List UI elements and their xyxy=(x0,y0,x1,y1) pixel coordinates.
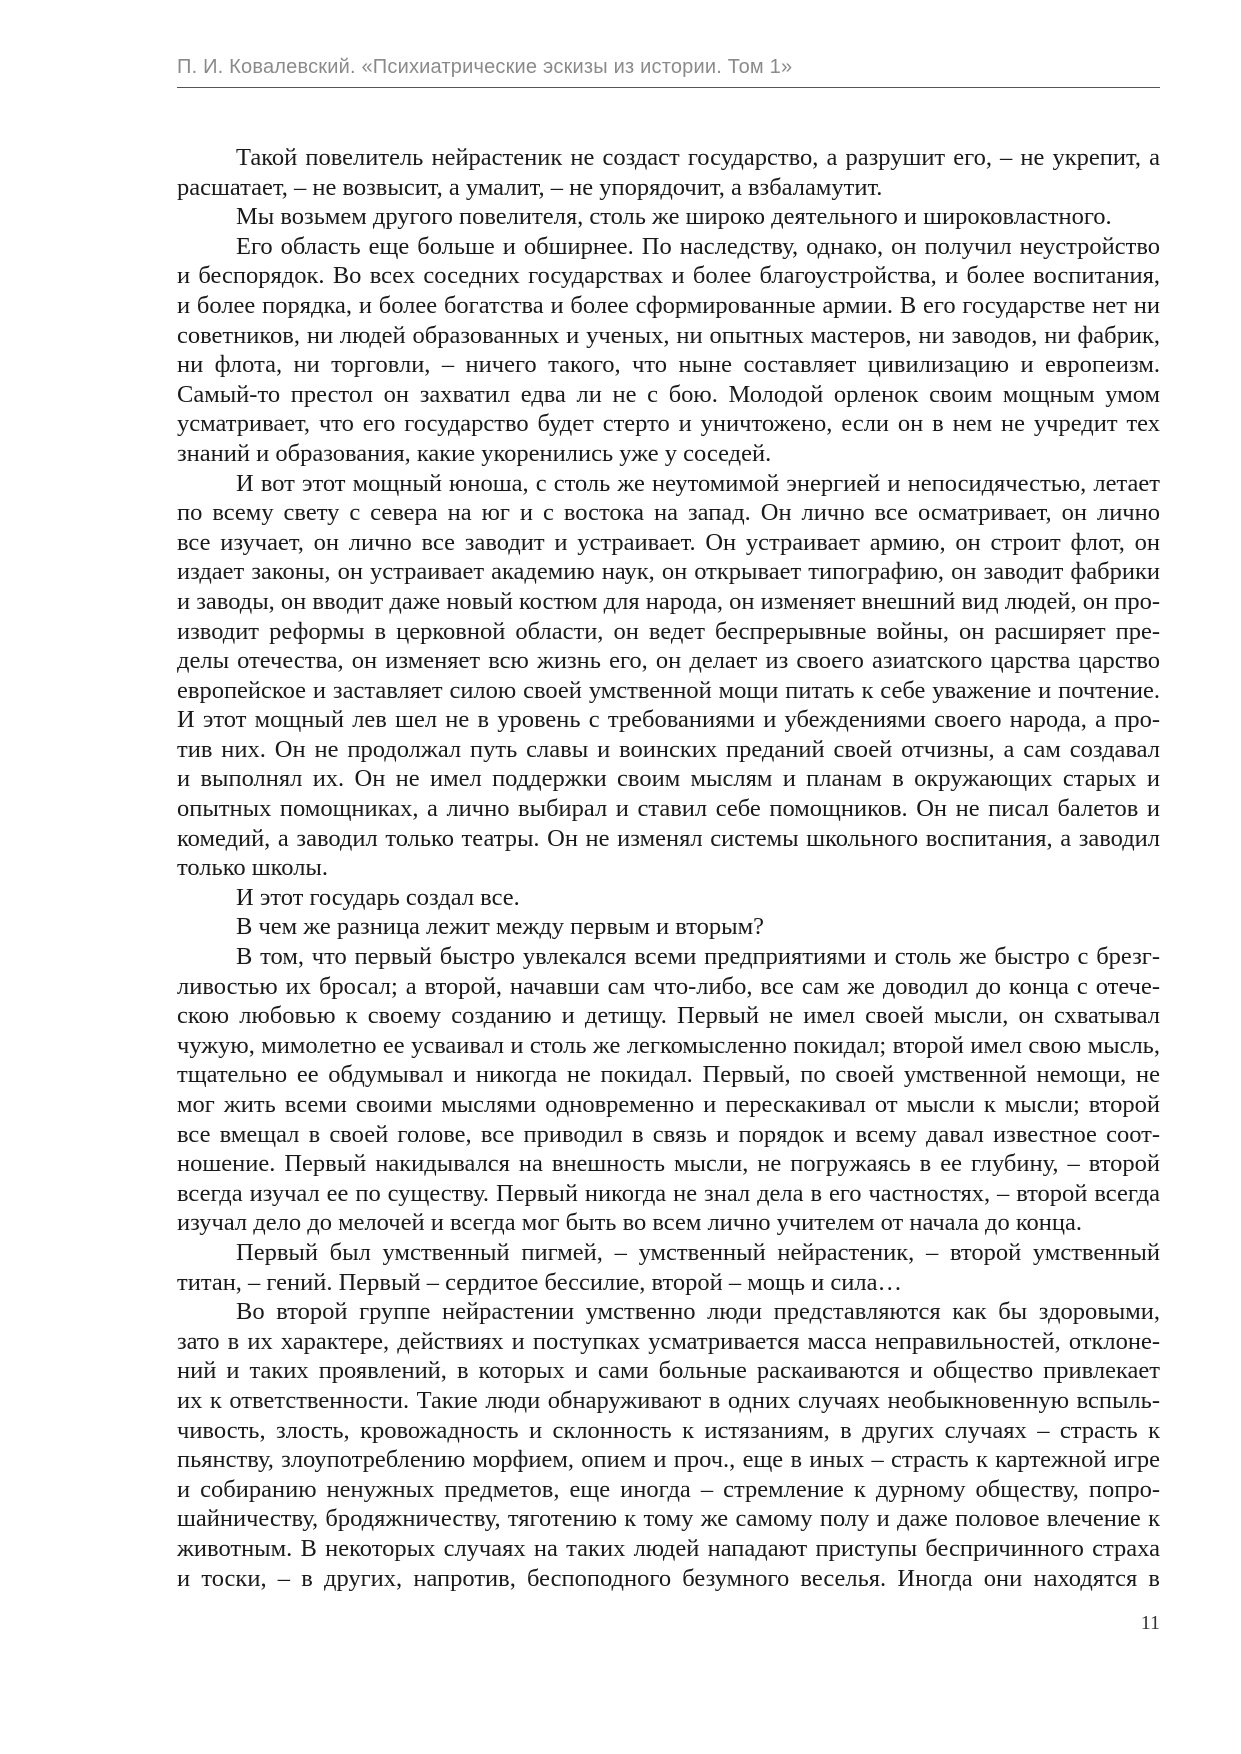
text-line: изводит реформы в церковной области, он ведет беспрерывные войны, он расширяет пре- xyxy=(177,617,1160,645)
header-rule xyxy=(177,87,1160,88)
text-line: и заводы, он вводит даже новый костюм для народа, он изменяет внешний вид людей, он про- xyxy=(177,587,1160,615)
text-line: чивость, злость, кровожадность и склонность к истязаниям, в других случаях – страсть к xyxy=(177,1416,1160,1444)
text-line: изучал дело до мелочей и всегда мог быть во всем лично учителем от начала до конца. xyxy=(177,1209,1082,1237)
text-line: Во второй группе нейрастении умственно люди представляются как бы здоровыми, xyxy=(236,1298,1160,1326)
text-line: Первый был умственный пигмей, – умственный нейрастеник, – второй умственный xyxy=(236,1238,1160,1266)
text-line: их к ответственности. Такие люди обнаруживают в одних случаях необыкновенную вспыль- xyxy=(177,1386,1160,1414)
text-line: всегда изучал ее по существу. Первый никогда не знал дела в его частностях, – второй всегда xyxy=(177,1179,1160,1207)
text-line: ношение. Первый накидывался на внешность мысли, не погружаясь в ее глубину, – второй xyxy=(177,1150,1160,1178)
text-line: опытных помощниках, а лично выбирал и ставил себе помощников. Он не писал балетов и xyxy=(177,795,1160,823)
text-line: ливостью их бросал; а второй, начавши сам что-либо, все сам же доводил до конца с отече- xyxy=(177,972,1160,1000)
text-line: все изучает, он лично все заводит и устраивает. Он устраивает армию, он строит флот, он xyxy=(177,528,1160,556)
text-line: расшатает, – не возвысит, а умалит, – не упорядочит, а взбаламутит. xyxy=(177,173,883,201)
text-line: ни флота, ни торговли, – ничего такого, что ныне составляет цивилизацию и европеизм. xyxy=(177,351,1160,379)
text-line: В том, что первый быстро увлекался всеми предприятиями и столь же быстро с брезг- xyxy=(236,943,1160,971)
text-line: зато в их характере, действиях и поступках усматривается масса неправильностей, отклоне- xyxy=(177,1327,1160,1355)
text-line: тив них. Он не продолжал путь славы и воинских преданий своей отчизны, а сам создавал xyxy=(177,735,1160,763)
text-line: мог жить всеми своими мыслями одновременно и перескакивал от мысли к мысли; второй xyxy=(177,1091,1160,1118)
text-line: И этот мощный лев шел не в уровень с требованиями и убеждениями своего народа, а про- xyxy=(177,706,1160,734)
text-line: и более порядка, и более богатства и более сформированные армии. В его государстве нет ни xyxy=(177,291,1160,319)
text-line: И этот государь создал все. xyxy=(236,883,520,911)
body-text xyxy=(177,143,1160,1593)
text-line: Мы возьмем другого повелителя, столь же широко деятельного и широковластного. xyxy=(236,203,1112,231)
text-line: делы отечества, он изменяет всю жизнь его, он делает из своего азиатского царства царство xyxy=(177,647,1160,675)
text-line: Его область еще больше и обширнее. По наследству, однако, он получил неустройство xyxy=(236,232,1160,260)
text-line: титан, – гений. Первый – сердитое бессилие, второй – мощь и сила… xyxy=(177,1268,902,1296)
text-line: комедий, а заводил только театры. Он не изменял системы школьного воспитания, а заводил xyxy=(177,824,1160,852)
paragraph xyxy=(177,202,1160,232)
paragraph xyxy=(177,942,1160,1238)
text-line: ний и таких проявлений, в которых и сами больные раскаиваются и общество привлекает xyxy=(177,1357,1160,1385)
text-line: Такой повелитель нейрастеник не создаст государство, а разрушит его, – не укрепит, а xyxy=(236,144,1160,171)
text-line: И вот этот мощный юноша, с столь же неутомимой энергией и непосидячестью, летает xyxy=(236,469,1160,497)
paragraph xyxy=(177,232,1160,469)
paragraph xyxy=(177,883,1160,913)
text-line: усматривает, что его государство будет стерто и уничтожено, если он в нем не учредит тех xyxy=(177,410,1160,438)
text-line: скою любовью к своему созданию и детищу. Первый не имел своей мысли, он схватывал xyxy=(177,1002,1160,1030)
text-line: только школы. xyxy=(177,854,329,882)
text-line: советников, ни людей образованных и ученых, ни опытных мастеров, ни заводов, ни фабрик, xyxy=(177,321,1160,349)
paragraph xyxy=(177,469,1160,883)
paragraph xyxy=(177,143,1160,202)
text-line: издает законы, он устраивает академию наук, он открывает типографию, он заводит фабрики xyxy=(177,558,1160,586)
text-line: В чем же разница лежит между первым и вторым? xyxy=(236,913,764,941)
text-line: пьянству, злоупотреблению морфием, опием и проч., еще в иных – страсть к картежной игре xyxy=(177,1446,1160,1474)
text-line: все вмещал в своей голове, все приводил в связь и порядок и всему давал известное соот- xyxy=(177,1120,1160,1148)
paragraph xyxy=(177,912,1160,942)
text-line: тщательно ее обдумывал и никогда не покидал. Первый, по своей умственной немощи, не xyxy=(177,1061,1160,1089)
text-line: по всему свету с севера на юг и с востока на запад. Он лично все осматривает, он лично xyxy=(177,499,1160,527)
page-number: 11 xyxy=(1140,1612,1160,1634)
text-line: европейское и заставляет силою своей умственной мощи питать к себе уважение и почтение. xyxy=(177,676,1160,704)
text-line: и выполнял их. Он не имел поддержки своим мыслям и планам в окружающих старых и xyxy=(177,765,1160,793)
text-line: чужую, мимолетно ее усваивал и столь же легкомысленно покидал; второй имел свою мысль, xyxy=(177,1031,1160,1059)
text-line: и тоски, – в других, напротив, беспоподного безумного веселья. Иногда они находятся в xyxy=(177,1564,1160,1592)
text-line: шайничеству, бродяжничеству, тяготению к тому же самому полу и даже половое влечение к xyxy=(177,1505,1160,1533)
running-header: П. И. Ковалевский. «Психиатрические эскизы из истории. Том 1» xyxy=(177,56,793,78)
text-line: и собиранию ненужных предметов, еще иногда – стремление к дурному обществу, попро- xyxy=(177,1475,1160,1503)
text-line: животным. В некоторых случаях на таких людей нападают приступы беспричинного страха xyxy=(177,1534,1160,1562)
paragraph xyxy=(177,1238,1160,1297)
text-line: и беспорядок. Во всех соседних государствах и более благоустройства, и более воспитания, xyxy=(177,262,1160,290)
text-line: Самый-то престол он захватил едва ли не с бою. Молодой орленок своим мощным умом xyxy=(177,380,1160,408)
text-line: знаний и образования, какие укоренились уже у соседей. xyxy=(177,439,772,467)
paragraph xyxy=(177,1297,1160,1593)
